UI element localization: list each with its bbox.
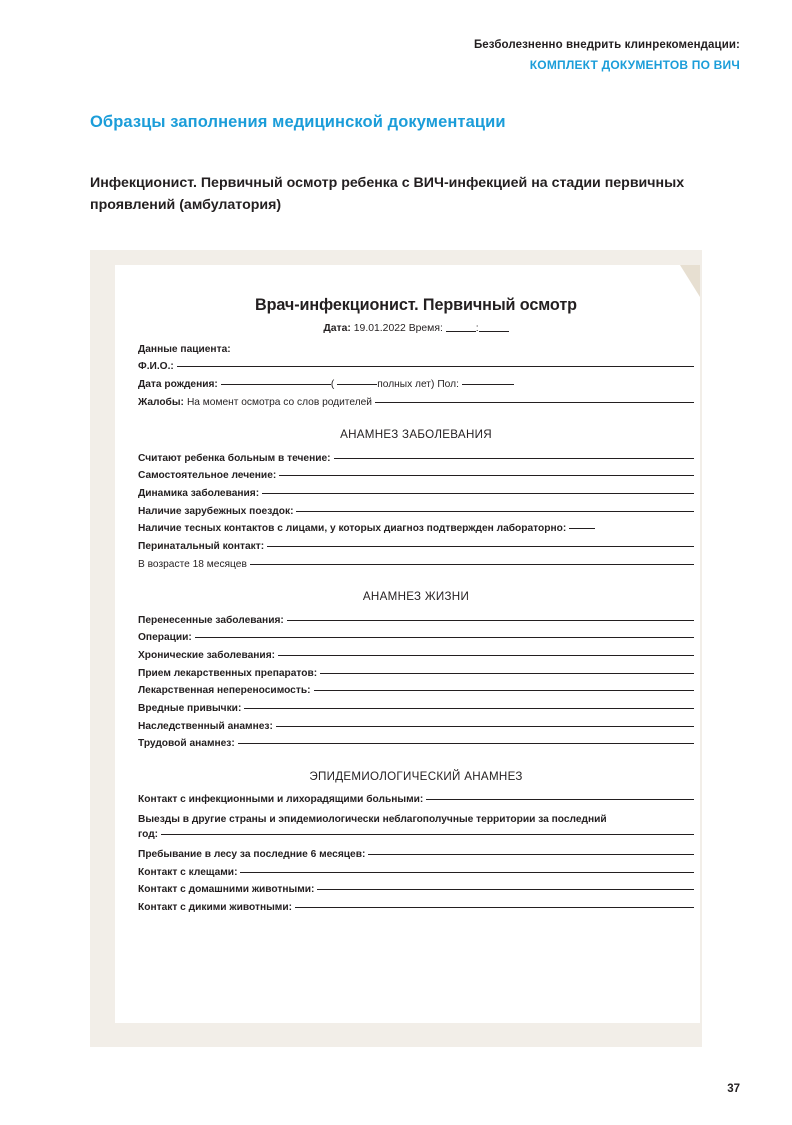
form-field-label: Трудовой анамнез: — [138, 738, 235, 750]
medical-form — [138, 297, 694, 921]
form-field-label: Пребывание в лесу за последние 6 месяцев: — [138, 849, 366, 861]
form-field-label: Наследственный анамнез: — [138, 720, 273, 732]
time-label: Время: — [408, 323, 443, 335]
form-field-row[interactable] — [138, 722, 694, 732]
form-field-input-rule[interactable] — [161, 834, 694, 835]
form-field-input-rule[interactable] — [314, 690, 695, 691]
form-field-label: Вредные привычки: — [138, 703, 242, 715]
form-field-row[interactable] — [138, 795, 694, 805]
form-field-input-rule[interactable] — [368, 854, 694, 855]
form-groups — [138, 429, 694, 913]
patient-data-label: Данные пациента: — [138, 343, 231, 355]
form-field-input-rule[interactable] — [317, 889, 694, 890]
form-field-label: Перенесенные заболевания: — [138, 614, 284, 626]
form-field-label: Считают ребенка больным в течение: — [138, 452, 331, 464]
complaints-input-rule[interactable] — [375, 402, 694, 403]
document-subtitle: Инфекционист. Первичный осмотр ребенка с ВИЧ-инфекцией на стадии первичных проявлений (амбулатория) — [90, 175, 685, 213]
form-field-label: Прием лекарственных препаратов: — [138, 667, 318, 679]
form-field-row[interactable] — [138, 507, 694, 517]
time-field[interactable] — [446, 322, 509, 334]
form-field-label: Наличие зарубежных поездок: — [138, 505, 294, 517]
folded-corner-icon — [680, 265, 700, 297]
running-head-line2: КОМПЛЕКТ ДОКУМЕНТОВ ПО ВИЧ — [529, 57, 740, 72]
form-group — [138, 591, 694, 750]
form-field-label: Самостоятельное лечение: — [138, 470, 277, 482]
age-input-rule[interactable] — [337, 384, 377, 385]
complaints-label: Жалобы: — [138, 396, 184, 408]
birthdate-label: Дата рождения: — [138, 379, 218, 391]
form-field-input-rule[interactable] — [240, 872, 694, 873]
form-field-row[interactable] — [138, 704, 694, 714]
form-field-row[interactable] — [138, 560, 694, 570]
page-title: Образцы заполнения медицинской документации — [90, 113, 506, 131]
form-field-input-rule[interactable] — [276, 726, 694, 727]
form-field-input-rule[interactable] — [334, 458, 694, 459]
form-field-label: Перинатальный контакт: — [138, 541, 265, 553]
date-label: Дата: — [323, 323, 351, 335]
birthdate-input-rule[interactable] — [221, 384, 331, 385]
form-field-row[interactable] — [138, 885, 694, 895]
form-field-label: Выезды в другие страны и эпидемиологически неблагополучные территории за последний — [138, 813, 607, 825]
form-field-input-rule[interactable] — [295, 907, 694, 908]
form-field-row[interactable] — [138, 813, 694, 843]
form-field-input-rule[interactable] — [267, 546, 694, 547]
field-complaints[interactable] — [138, 398, 694, 408]
form-field-label: Контакт с клещами: — [138, 866, 238, 878]
form-field-label: Динамика заболевания: — [138, 487, 260, 499]
age-open-paren: ( — [330, 379, 335, 391]
field-fio[interactable] — [138, 362, 694, 372]
form-field-input-rule[interactable] — [426, 799, 694, 800]
form-field-row[interactable] — [138, 739, 694, 749]
form-field-input-rule[interactable] — [296, 511, 694, 512]
gender-input-rule[interactable] — [462, 384, 514, 385]
form-field-input-rule[interactable] — [195, 637, 694, 638]
form-field-row[interactable] — [138, 633, 694, 643]
running-head — [474, 38, 740, 73]
form-field-label: Лекарственная непереносимость: — [138, 685, 311, 697]
time-hours-blank[interactable] — [446, 322, 476, 332]
field-birthdate[interactable] — [138, 380, 694, 390]
time-separator: : — [475, 323, 479, 335]
page-number: 37 — [727, 1083, 740, 1095]
form-field-row[interactable] — [138, 454, 694, 464]
form-field-input-rule[interactable] — [279, 475, 694, 476]
time-minutes-blank[interactable] — [479, 322, 509, 332]
age-suffix-label: полных лет) — [377, 379, 435, 391]
form-field-input-rule[interactable] — [238, 743, 694, 744]
form-field-input-rule[interactable] — [262, 493, 694, 494]
form-date-row — [138, 322, 694, 334]
form-field-input-rule[interactable] — [287, 620, 694, 621]
gender-label: Пол: — [437, 379, 459, 391]
form-field-label-continuation — [138, 828, 694, 843]
form-field-label: Наличие тесных контактов с лицами, у которых диагноз подтвержден лабораторно: — [138, 523, 567, 535]
form-field-label: Контакт с домашними животными: — [138, 884, 315, 896]
form-group — [138, 429, 694, 570]
form-field-input-rule[interactable] — [320, 673, 694, 674]
form-field-row[interactable] — [138, 524, 694, 534]
form-field-row[interactable] — [138, 616, 694, 626]
form-group-title: АНАМНЕЗ ЗАБОЛЕВАНИЯ — [340, 427, 492, 441]
form-field-row[interactable] — [138, 489, 694, 499]
form-field-label2: год: — [138, 828, 159, 840]
form-field-row[interactable] — [138, 669, 694, 679]
form-field-row[interactable] — [138, 903, 694, 913]
complaints-value: На момент осмотра со слов родителей — [186, 396, 372, 408]
form-field-label: Контакт с инфекционными и лихорадящими больными: — [138, 794, 424, 806]
form-field-row[interactable] — [138, 471, 694, 481]
form-field-input-rule[interactable] — [278, 655, 694, 656]
form-field-row[interactable] — [138, 686, 694, 696]
form-field-label: Операции: — [138, 632, 192, 644]
form-group — [138, 771, 694, 914]
form-field-label: В возрасте 18 месяцев — [138, 558, 247, 570]
form-group-title: АНАМНЕЗ ЖИЗНИ — [362, 589, 470, 603]
fio-label: Ф.И.О.: — [138, 361, 174, 373]
form-field-row[interactable] — [138, 651, 694, 661]
form-field-input-rule[interactable] — [569, 528, 595, 529]
date-value: 19.01.2022 — [353, 323, 406, 335]
form-field-input-rule[interactable] — [250, 564, 694, 565]
form-field-label: Контакт с дикими животными: — [138, 902, 293, 914]
form-field-label: Хронические заболевания: — [138, 649, 276, 661]
form-title: Врач-инфекционист. Первичный осмотр — [255, 296, 577, 314]
fio-input-rule[interactable] — [177, 366, 694, 367]
form-field-input-rule[interactable] — [244, 708, 694, 709]
form-field-row[interactable] — [138, 850, 694, 860]
patient-data-header — [138, 345, 694, 355]
running-head-line1: Безболезненно внедрить клинрекомендации: — [473, 39, 740, 51]
form-field-row[interactable] — [138, 868, 694, 878]
form-group-title: ЭПИДЕМИОЛОГИЧЕСКИЙ АНАМНЕЗ — [309, 769, 523, 783]
form-field-row[interactable] — [138, 542, 694, 552]
